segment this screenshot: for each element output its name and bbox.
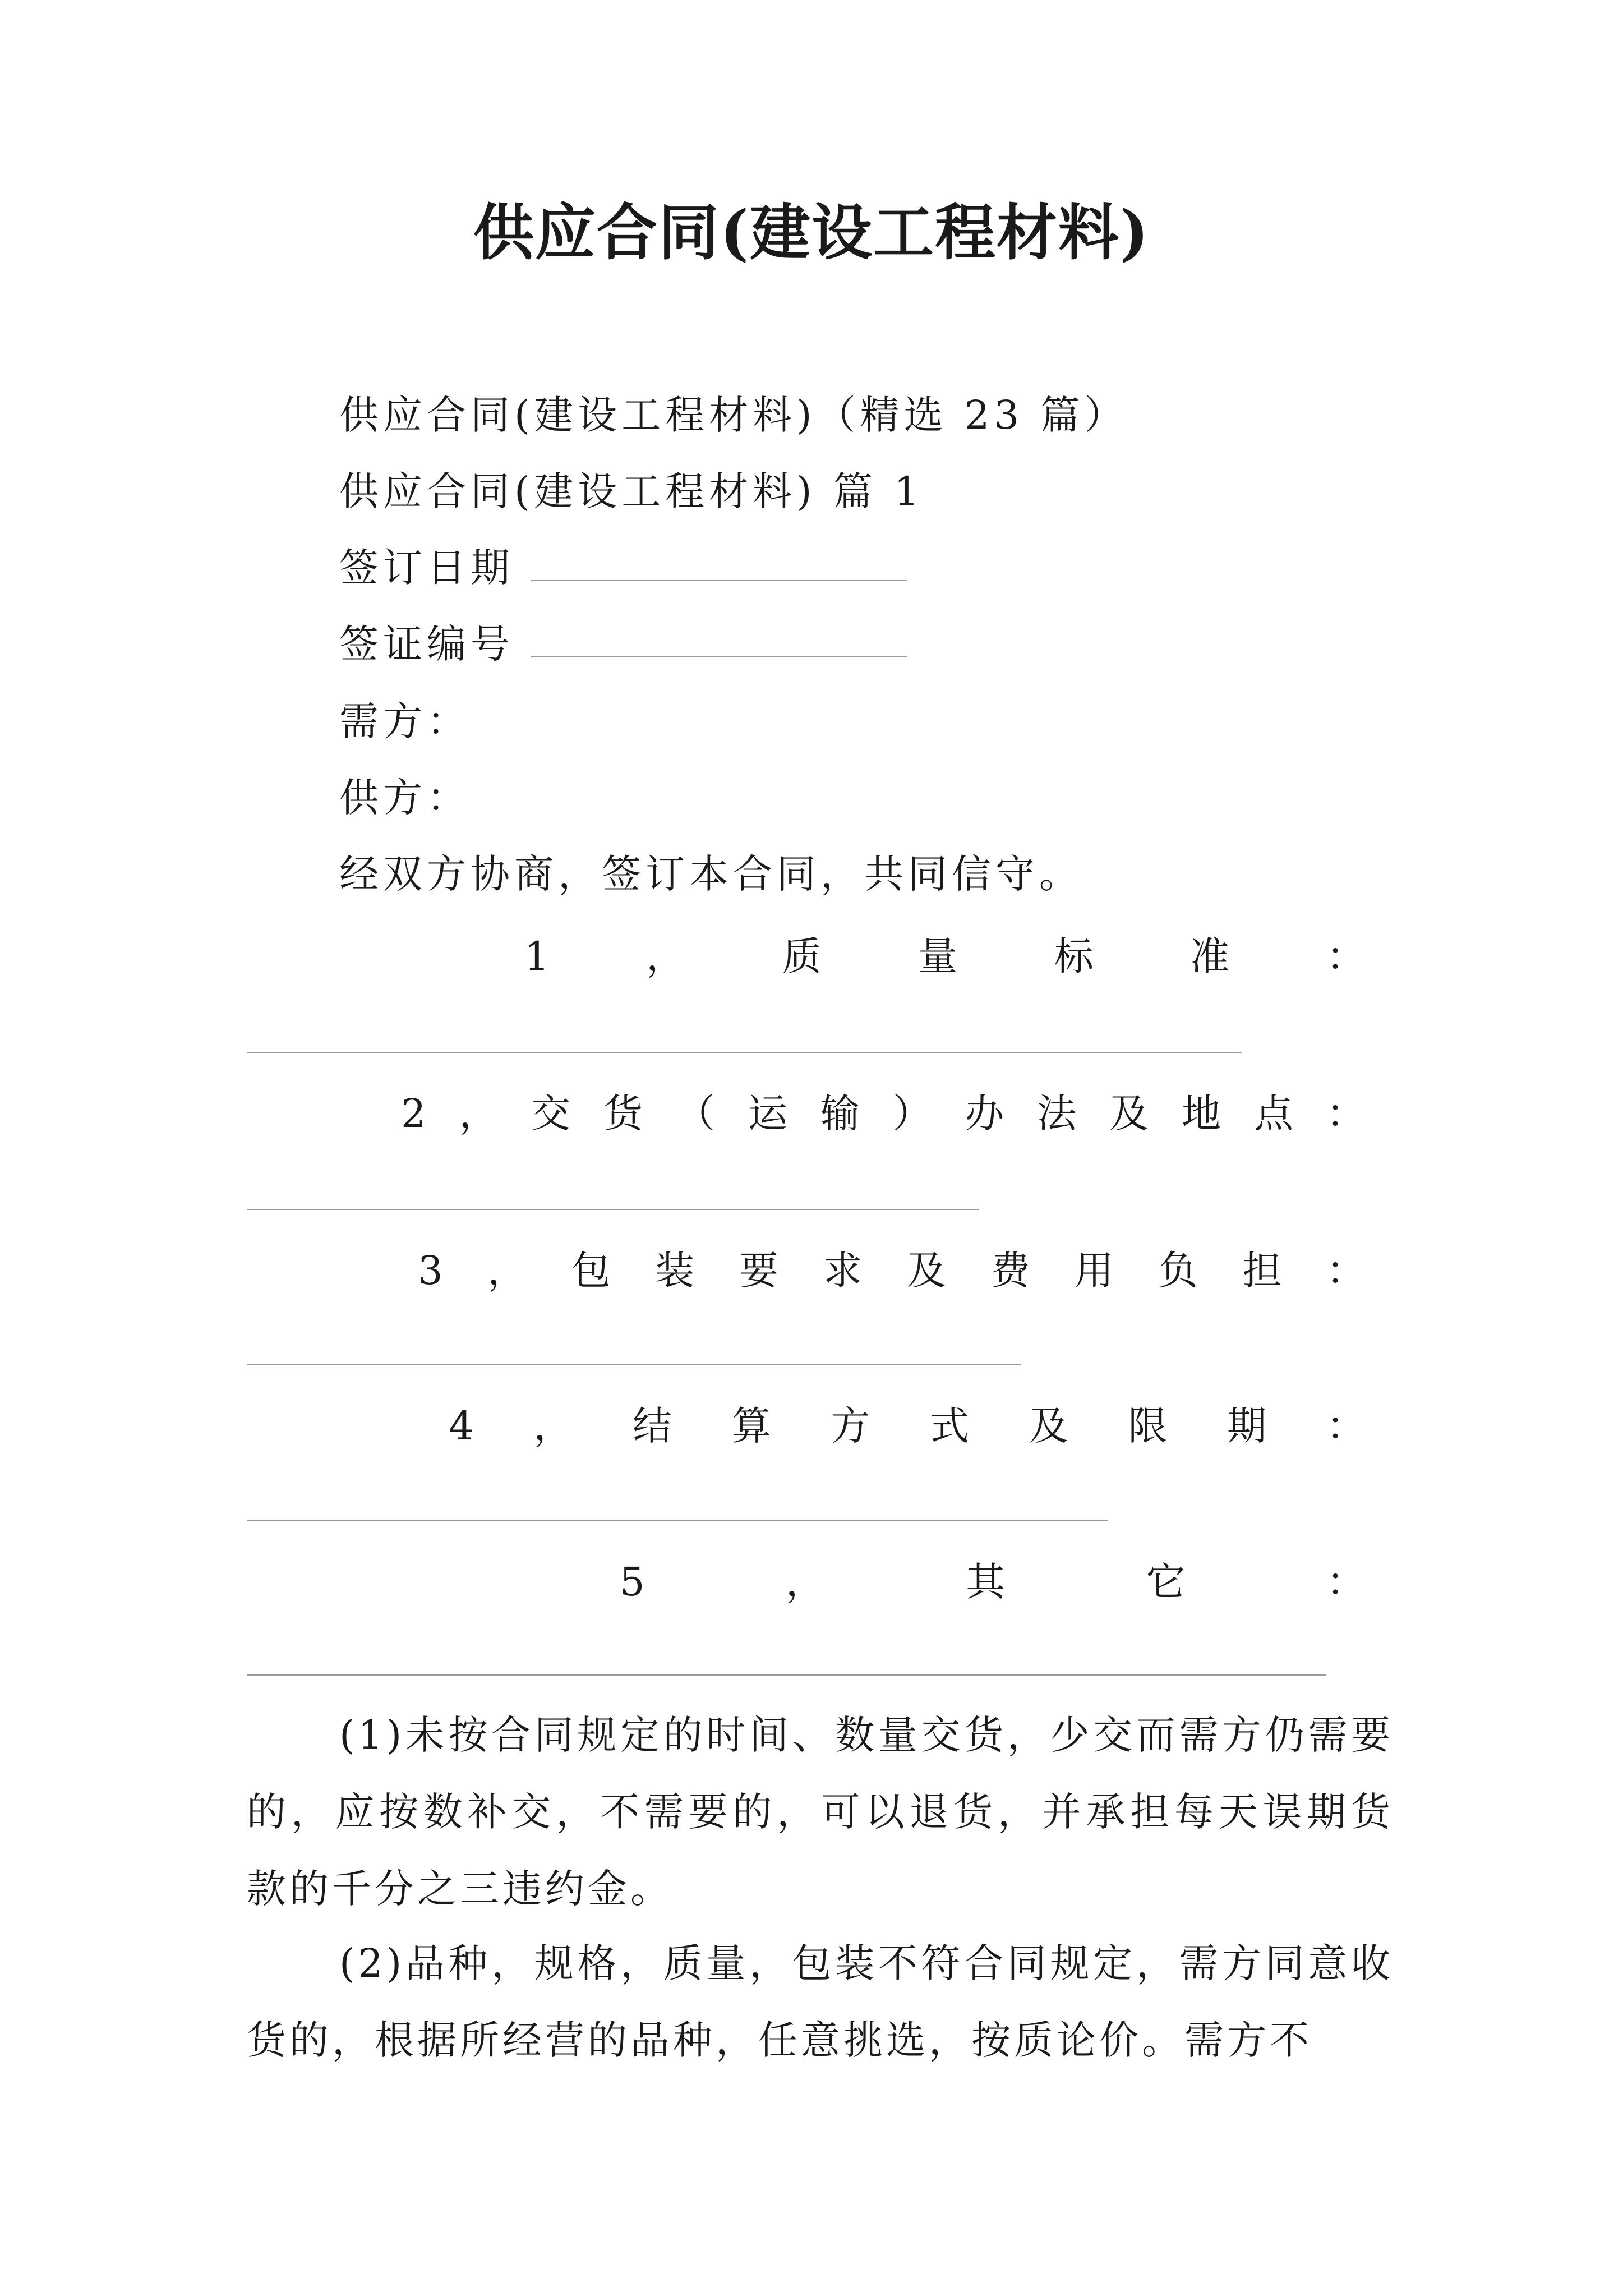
clause-2-char: 法: [1037, 1091, 1077, 1137]
clause-3-char: 求: [823, 1248, 863, 1294]
clause-3-char: ：: [1326, 1248, 1366, 1294]
clause-3-underline: [247, 1364, 1021, 1365]
sign-date-row: [339, 540, 907, 596]
clause-2-char: ）: [892, 1091, 932, 1137]
clause-5-char: 它: [1146, 1559, 1186, 1605]
clause-3-char: 要: [739, 1248, 778, 1294]
clause-2-underline: [247, 1209, 979, 1210]
clause-5-char: ：: [1326, 1559, 1366, 1605]
clause-2-char: 地: [1182, 1091, 1221, 1137]
clause-3-char: 负: [1158, 1248, 1198, 1294]
clause-1-char: 量: [918, 933, 958, 979]
clause-2: [401, 1085, 1366, 1142]
clause-2-char: ，: [459, 1091, 499, 1137]
clause-4-char: ，: [533, 1403, 573, 1449]
clause-4-char: ：: [1326, 1403, 1366, 1449]
clause-4-char: 限: [1128, 1403, 1168, 1449]
clause-3-char: 及: [907, 1248, 947, 1294]
clause-1-char: 质: [782, 933, 822, 979]
cert-no-blank: [531, 634, 907, 657]
clause-2-char: 货: [603, 1091, 643, 1137]
clause-2-char: ：: [1326, 1091, 1366, 1137]
clause-5-char: ，: [785, 1559, 825, 1605]
clause-4-char: 式: [930, 1403, 970, 1449]
clause-3-char: 3: [418, 1248, 443, 1294]
clause-1-char: 准: [1190, 933, 1230, 979]
clause-1: [524, 928, 1366, 984]
clause-1-char: 1: [524, 933, 550, 979]
clause-3-char: 装: [655, 1248, 695, 1294]
clause-2-char: 及: [1109, 1091, 1149, 1137]
sign-date-label: 签订日期: [339, 545, 514, 591]
clause-2-char: （: [676, 1091, 716, 1137]
clause-2-char: 输: [820, 1091, 860, 1137]
clause-4-char: 4: [449, 1403, 474, 1449]
clause-4-char: 算: [731, 1403, 771, 1449]
supplier-label: 供方：: [339, 775, 471, 821]
clause-4-char: 及: [1029, 1403, 1068, 1449]
subtitle-line: 供应合同(建设工程材料)（精选 23 篇）: [339, 392, 1128, 438]
clause-1-char: ，: [646, 933, 686, 979]
clause-5-char: 其: [966, 1559, 1006, 1605]
clause-1-char: ：: [1326, 933, 1366, 979]
clause-2-char: 2: [401, 1091, 426, 1137]
agreement-line: 经双方协商，签订本合同，共同信守。: [339, 851, 1083, 897]
cert-no-label: 签证编号: [339, 621, 514, 667]
clause-3-char: 用: [1075, 1248, 1114, 1294]
clause-4-char: 期: [1227, 1403, 1267, 1449]
clause-4-char: 方: [831, 1403, 870, 1449]
clause-4: [449, 1398, 1366, 1454]
document-title: 供应合同(建设工程材料): [473, 197, 1150, 268]
clause-5-underline: [247, 1674, 1326, 1676]
paragraph-2: (2)品种，规格，质量，包装不符合同规定，需方同意收货的，根据所经营的品种，任意挑选，按质论价。需方不: [247, 1940, 1394, 2063]
buyer-label: 需方：: [339, 698, 471, 744]
clause-2-char: 点: [1254, 1091, 1294, 1137]
clause-3-char: 包: [571, 1248, 611, 1294]
clause-2-char: 交: [531, 1091, 571, 1137]
clause-5-char: 5: [620, 1559, 645, 1605]
sign-date-blank: [531, 558, 907, 581]
clause-3-char: ，: [487, 1248, 527, 1294]
clause-4-char: 结: [632, 1403, 672, 1449]
clause-1-char: 标: [1054, 933, 1094, 979]
clause-3: [418, 1243, 1366, 1299]
clause-1-underline: [247, 1052, 1242, 1053]
paragraph-1: (1)未按合同规定的时间、数量交货，少交而需方仍需要的，应按数补交，不需要的，可以退货，并承担每天误期货款的千分之三违约金。: [247, 1712, 1394, 1912]
clause-2-char: 办: [965, 1091, 1004, 1137]
clause-3-char: 担: [1242, 1248, 1282, 1294]
clause-2-char: 运: [748, 1091, 787, 1137]
cert-no-row: [339, 616, 907, 672]
clause-4-underline: [247, 1520, 1108, 1521]
clause-5: [620, 1554, 1366, 1610]
clause-3-char: 费: [990, 1248, 1030, 1294]
chapter-heading: 供应合同(建设工程材料) 篇 1: [339, 468, 924, 514]
